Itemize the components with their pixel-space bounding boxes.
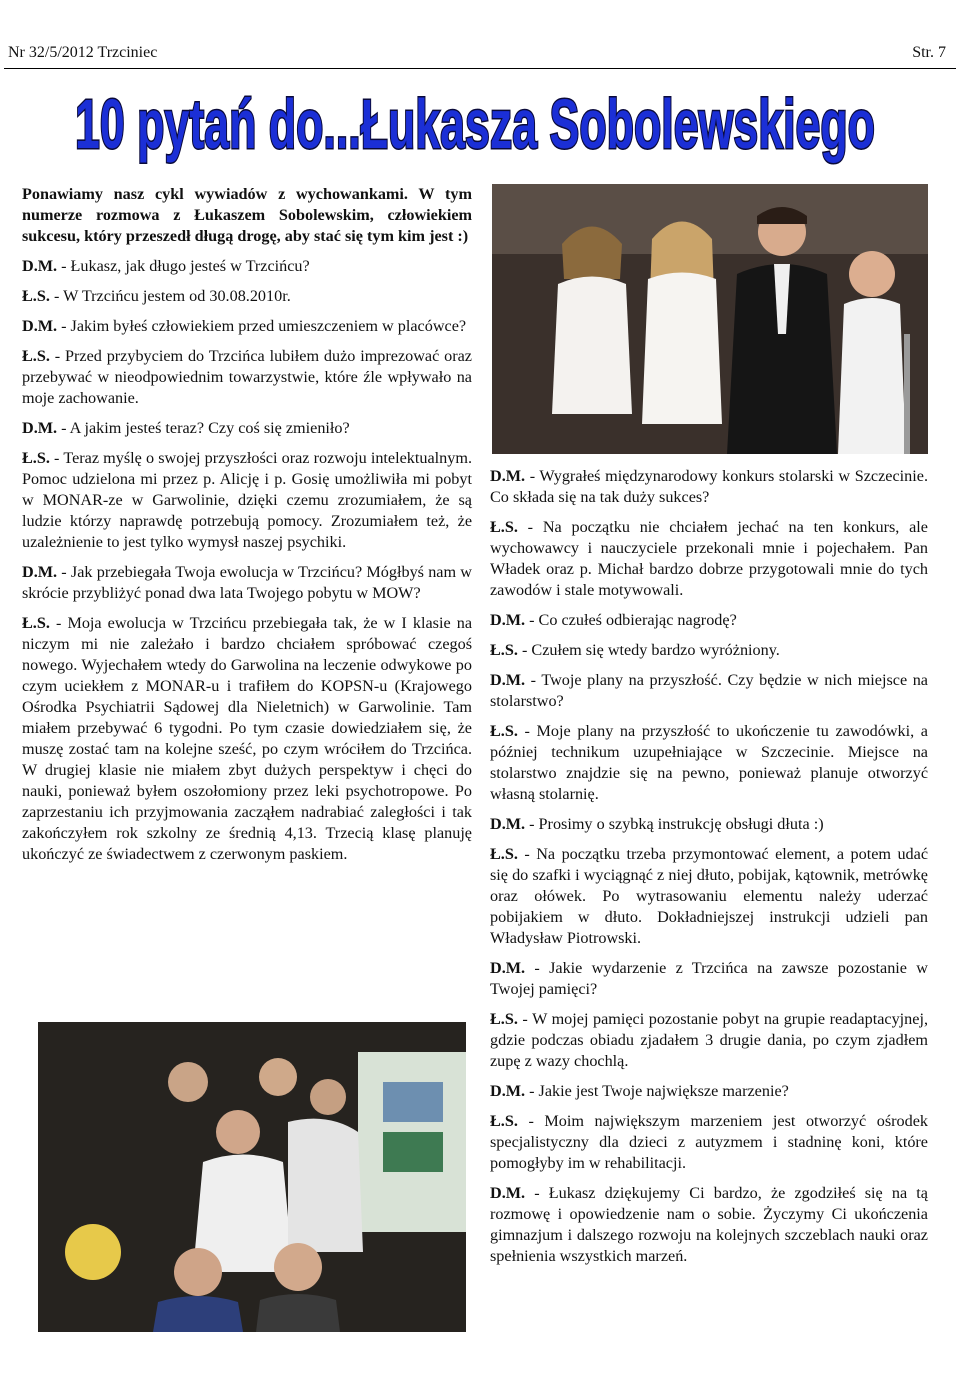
interview-entry (22, 418, 472, 439)
speaker-initials: Ł.S. (490, 641, 518, 659)
interview-text: - Moja ewolucja w Trzcińcu przebiegała tak, że w I klasie na niczym mi nie zależało i bardzo chciałem spróbować czegoś nowego. Wyjechałem wtedy do Garwolina na leczenie odwykowe po czym uciekłem z MONAR-u i trafiłem do KOPSN-u (Krajowego Ośrodka Psychiatrii Sądowej dla Nieletnich) w Garwolinie. Tam miałem przebywać 6 tygodni. Po tym czasie dowiedziałem się, że muszę zostać tam na kolejne sześć, po czym wróciłem do Trzcińca. W drugiej klasie nie miałem zbyt dużych perspektyw i chęci do nauki, ponieważ byłem oszołomiony przez leki psychotropowe. Po zaprzestaniu ich przyjmowania zacząłem nadrabiać zaległości i tak zakończyłem rok szkolny ze średnią 4,13. Trzecią klasę planuję ukończyć ze świadectwem z czerwonym paskiem. (22, 614, 472, 863)
speaker-initials: Ł.S. (490, 1112, 518, 1130)
interview-entry (490, 814, 928, 835)
interview-entry (490, 610, 928, 631)
interview-text: - Przed przybyciem do Trzcińca lubiłem dużo imprezować oraz przebywać w nieodpowiednim towarzystwie, które źle wpływało na moje zachowanie. (22, 347, 472, 407)
interview-entry (22, 562, 472, 604)
header-rule (4, 68, 956, 69)
interview-entry (22, 316, 472, 337)
speaker-initials: D.M. (490, 671, 526, 689)
interview-text: - Twoje plany na przyszłość. Czy będzie w nich miejsce na stolarstwo? (490, 671, 928, 710)
speaker-initials: Ł.S. (22, 347, 50, 365)
interview-text: - Na początku trzeba przymontować element, a potem udać się do szafki i wyciągnąć z niej dłuto, pobijak, kątownik, metrówkę oraz ołówek. Po wytrasowaniu elementu należy uderzać pobijakiem w dłuto. Dokładniejszej instrukcji udzieli pan Władysław Piotrowski. (490, 845, 928, 947)
interview-entry (22, 256, 472, 277)
interview-text: - Łukasz dziękujemy Ci bardzo, że zgodziłeś się na tą rozmowę i opowiedzenie nam o sobie. Życzymy Ci ukończenia gimnazjum i dalszego rozwoju na kolejnych szczeblach nauki oraz spełnienia wszystkich marzeń. (490, 1184, 928, 1265)
interview-text: - A jakim jesteś teraz? Czy coś się zmieniło? (57, 419, 350, 437)
speaker-initials: Ł.S. (22, 449, 50, 467)
right-column (490, 466, 928, 1276)
speaker-initials: D.M. (490, 815, 526, 833)
interview-entry (22, 346, 472, 409)
interview-text: - Jakie wydarzenie z Trzcińca na zawsze pozostanie w Twojej pamięci? (490, 959, 928, 998)
interview-entry (490, 844, 928, 949)
speaker-initials: D.M. (490, 467, 526, 485)
intro-paragraph: Ponawiamy nasz cykl wywiadów z wychowankami. W tym numerze rozmowa z Łukaszem Sobolewskim, człowiekiem sukcesu, który przeszedł długą drogę, aby stać się tym kim jest :) (22, 185, 472, 245)
right-interview (490, 466, 928, 1267)
interview-entry (490, 1081, 928, 1102)
speaker-initials: Ł.S. (490, 1010, 518, 1028)
speaker-initials: Ł.S. (22, 614, 50, 632)
group-photo-costumes (38, 1022, 466, 1332)
interview-text: - Co czułeś odbierając nagrodę? (525, 611, 737, 629)
interview-text: - W Trzcińcu jestem od 30.08.2010r. (49, 287, 291, 305)
interview-text: - Moje plany na przyszłość to ukończenie tu zawodówki, a później technikum uzupełniające w Szczecinie. Miejsce na stolarstwo znajdzie się na pewno, ponieważ planuje otworzyć własną stolarnię. (490, 722, 928, 803)
interview-text: - Wygrałeś międzynarodowy konkurs stolarski w Szczecinie. Co składa się na tak duży sukces? (490, 467, 928, 506)
speaker-initials: D.M. (22, 419, 58, 437)
interview-text: - Łukasz, jak długo jesteś w Trzcińcu? (57, 257, 310, 275)
interview-entry (490, 640, 928, 661)
interview-entry (490, 466, 928, 508)
page-number: Str. 7 (912, 44, 946, 61)
interview-entry (490, 1183, 928, 1267)
interview-text: - Jakie jest Twoje największe marzenie? (525, 1082, 789, 1100)
speaker-initials: Ł.S. (22, 287, 50, 305)
speaker-initials: D.M. (490, 611, 526, 629)
left-interview (22, 256, 472, 865)
speaker-initials: Ł.S. (490, 845, 518, 863)
interview-entry (490, 958, 928, 1000)
interview-entry (490, 1111, 928, 1174)
page-header (0, 0, 960, 70)
speaker-initials: D.M. (22, 257, 58, 275)
interview-entry (490, 721, 928, 805)
interview-text: - Na początku nie chciałem jechać na ten konkurs, ale wychowawcy i nauczyciele przekonali mnie i pojechałem. Pan Władek oraz p. Michał bardzo dobrze przygotowali mnie do tych zawodów i stale motywowali. (490, 518, 928, 599)
interview-entry (490, 517, 928, 601)
interview-text: - Teraz myślę o swojej przyszłości oraz rozwoju intelektualnym. Pomoc udzielona mi przez p. Alicję i p. Gosię umożliwiła mi pobyt w MONAR-ze w Garwolinie, dzięki czemu zrozumiałem, że są ludzie którzy naprawdę potrzebują pomocy. Zrozumiałem też, że uzależnienie to jest tylko wymysł naszej psychiki. (22, 449, 472, 551)
interview-entry (490, 1009, 928, 1072)
interview-entry (22, 286, 472, 307)
group-photo-stage-image (492, 184, 928, 454)
article-title-text: 10 pytań do...Łukasza Sobolewskiego (75, 85, 876, 163)
interview-entry (490, 670, 928, 712)
speaker-initials: Ł.S. (490, 518, 518, 536)
interview-entry (22, 613, 472, 865)
interview-text: - Moim największym marzeniem jest otworzyć ośrodek specjalistyczny dla dzieci z autyzmem i stadninę koni, które pomogłyby im w rehabilitacji. (490, 1112, 928, 1172)
speaker-initials: D.M. (490, 1082, 526, 1100)
group-photo-stage (492, 184, 928, 454)
article-title (60, 70, 890, 170)
speaker-initials: D.M. (22, 317, 58, 335)
interview-entry (22, 448, 472, 553)
speaker-initials: D.M. (490, 1184, 526, 1202)
interview-text: - Jak przebiegała Twoja ewolucja w Trzcińcu? Mógłbyś nam w skrócie przybliżyć ponad dwa lata Twojego pobytu w MOW? (22, 563, 472, 602)
interview-text: - Czułem się wtedy bardzo wyróżniony. (517, 641, 780, 659)
interview-text: - W mojej pamięci pozostanie pobyt na grupie readaptacyjnej, gdzie podczas obiadu zjadałem 3 drugie dania, po czym zjadłem zupę z wazy chochlą. (490, 1010, 928, 1070)
interview-text: - Jakim byłeś człowiekiem przed umieszczeniem w placówce? (57, 317, 467, 335)
speaker-initials: D.M. (22, 563, 58, 581)
group-photo-costumes-image (38, 1022, 466, 1332)
left-column (22, 184, 472, 874)
speaker-initials: Ł.S. (490, 722, 518, 740)
speaker-initials: D.M. (490, 959, 526, 977)
interview-text: - Prosimy o szybką instrukcję obsługi dłuta :) (525, 815, 824, 833)
issue-label: Nr 32/5/2012 Trzciniec (8, 44, 158, 61)
